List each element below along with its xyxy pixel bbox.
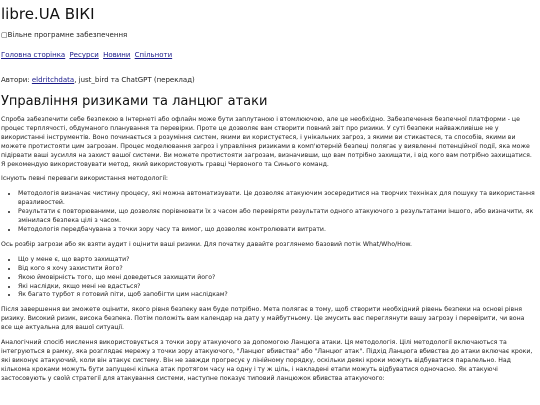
main-nav [1, 51, 174, 60]
list-item: • Методологія передбачувана з точки зору часу та вимог, що дозволяє контролювати витрати. [18, 226, 535, 235]
page-title: Управління ризиками та ланцюг атаки [1, 94, 268, 109]
nav-link-resources[interactable]: Ресурси [69, 51, 99, 59]
list-item: • Якою ймовірність того, що мені доведеться захищати його? [18, 274, 535, 283]
logo-icon: ▢ [1, 31, 8, 39]
list-item: • Результати є повторюваними, що дозволяє порівнювати їх з часом або перевіряти результати одного атакуючого з результатами іншого, або визначити, як змінилася безпека цілі з часом. [18, 208, 535, 226]
questions-intro: Ось розбір загрози або як взяти аудит і оцінити ваші ризики. Для початку давайте розглянемо базовий потік What/Who/How. [1, 240, 412, 248]
benefits-list [1, 190, 535, 235]
article-authors [1, 76, 195, 85]
authors-prefix: Автори: [1, 76, 30, 84]
questions-list [1, 256, 535, 301]
after-questions-paragraph: Після завершення ви зможете оцінити, якого рівня безпеку вам буде потрібно. Мета полягає в тому, щоб створити необхідний рівень безпеки на основі рівня ризику. Високий ризик, висока безпека. Потім положіть вам календар на дату у майбутньому. Це змусить вас переглянути вашу загрозу і перевірити, чи вона все ще актуальна для вашої ситуації. [1, 306, 525, 332]
list-item: • Які наслідки, якщо мені не вдасться? [18, 283, 535, 292]
tagline-text: Вільне програмне забезпечення [7, 31, 128, 39]
nav-link-communities[interactable]: Спільноти [134, 51, 173, 59]
article-body [1, 116, 535, 390]
list-item: • Методологія визначає чистину процесу, які можна автоматизувати. Це дозволяє атакуючим зосередитися на творчих техніках для пошуку та використання вразливостей. [18, 190, 535, 208]
benefits-intro: Існують певні переваги використання методології: [1, 175, 169, 183]
list-item: • Як багато турбот я готовий піти, щоб запобігти цим наслідкам? [18, 291, 535, 300]
author-link[interactable]: eldritchdata [31, 76, 75, 84]
list-item: • Що у мене є, що варто захищати? [18, 256, 535, 265]
site-tagline [1, 31, 127, 40]
nav-link-news[interactable]: Новини [103, 51, 131, 59]
intro-paragraph: Спроба забезпечити себе безпекою в Інтернеті або офлайн може бути заплутаною і втомлюючою, але це необхідно. Забезпечення безпечної платформи - це процес терплячості, обдуманого планування та перевірки. Проте це дозволяє вам створити повний звіт про ризики. У суті безпеки найважливіше не у використанні інструментів. Воно починається з розуміння систем, якими ви користуєтеся, і унікальних загроз, з якими ви стикаєтеся, та способів, якими ви можете протистояти цим загрозам. Процес моделювання загроз і управління ризиками в комп'ютерній безпеці полягає у виявленні потенційної події, яка може підірвати ваші зусилля на захист вашої системи. Ви можете протистояти загрозам, визначивши, що вам потрібно захищати, і від кого вам потрібно захищатися. Я рекомендую використовувати метод, який використовують гравці Червоного та Синього команд. [1, 116, 532, 168]
authors-rest: , just_bird та ChatGPT (переклад) [74, 76, 195, 84]
site-title[interactable]: libre.UA ВІКІ [1, 5, 95, 23]
kill-chain-paragraph: Аналогічний спосіб мислення використовується з точки зору атакуючого за допомогою Ланцюга атаки. Ця методологія. Цілі методології включаються та інтегруються в рамку, яка розглядає мережу з точки зору атакуючого, "Ланцюг вбивства" або "Ланцюг атак". Підхід Ланцюга вбивства до атаки включає кроки, які виконує атакуючий, коли він атакує систему. Він не завжди прогресує у лінійному порядку, оскільки деякі кроки можуть відбуватися паралельно. Над кількома кроками можуть бути запущені кілька атак протягом часу на одну і ту ж ціль, і накладені етапи можуть відбуватися одночасно. Як атакуючі застосовують у своїй стратегії для атакування системи, наступне показує типовий ланцюжок вбивства атакуючого: [1, 339, 533, 382]
nav-link-home[interactable]: Головна сторінка [1, 51, 66, 59]
list-item: • Від кого я хочу захистити його? [18, 265, 535, 274]
